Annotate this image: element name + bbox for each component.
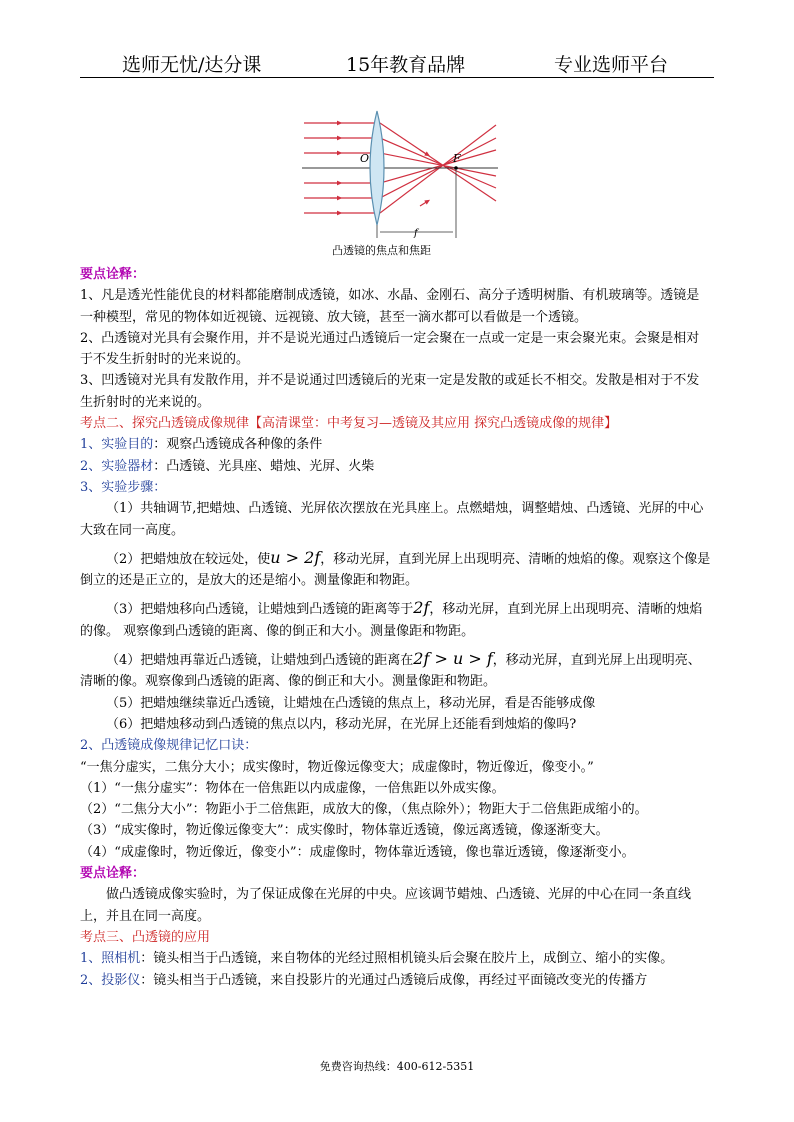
mnemonic-3: （3）“成实像时，物近像远像变大”：成实像时，物体靠近透镜，像远离透镜，像逐渐变大。 [80, 823, 609, 839]
step-1: （1）共轴调节,把蜡烛、凸透镜、光屏依次摆放在光具座上。点燃蜡烛，调整蜡烛、凸透镜、光屏的中心大致在同一高度。 [80, 501, 704, 538]
section-2-heading [80, 413, 712, 434]
experiment-equipment: 2、实验器材：凸透镜、光具座、蜡烛、光屏、火柴 [80, 458, 375, 474]
label-o: O [360, 152, 370, 165]
convex-lens-diagram [300, 108, 500, 258]
section-3-title: 考点三、凸透镜的应用 [80, 929, 211, 945]
mnemonic-quote: “一焦分虚实，二焦分大小；成实像时，物近像远像变大；成虚像时，物近像近，像变小。” [80, 759, 594, 775]
section-2-link[interactable]: 【高清课堂：中考复习—透镜及其应用 探究凸透镜成像的规律】 [249, 416, 618, 432]
key-note-3: 3、凹透镜对光具有发散作用，并不是说通过凹透镜后的光束一定是发散的或延长不相交。发散是相对于不发生折射时的光来说的。 [80, 373, 700, 410]
mnemonic-4: （4）“成虚像时，物近像近，像变小”：成虚像时，物体靠近透镜，像也靠近透镜，像逐渐变小。 [80, 844, 635, 860]
key-note-1: 1、凡是透光性能优良的材料都能磨制成透镜，如冰、水晶、金刚石、高分子透明树脂、有机玻璃等。透镜是一种模型，常见的物体如近视镜、远视镜、放大镜，甚至一滴水都可以看做是一个透镜。 [80, 288, 700, 325]
mnemonic-1: （1）“一焦分虚实”：物体在一倍焦距以内成虚像，一倍焦距以外成实像。 [80, 780, 505, 796]
footer-hotline: 免费咨询热线：400-612-5351 [319, 1060, 475, 1073]
step-4: （4）把蜡烛再靠近凸透镜，让蜡烛到凸透镜的距离在2f > u > f，移动光屏，直到光屏上出现明亮、清晰的像。观察像到凸透镜的距离、像的倒正和大小。测量像距和物距。 [80, 649, 701, 690]
application-camera: 1、照相机：镜头相当于凸透镜，来自物体的光经过照相机镜头后会聚在胶片上，成倒立、缩小的实像。 [80, 951, 674, 967]
header-brand: 选师无忧/达分课 [122, 54, 262, 76]
experiment-purpose: 1、实验目的：观察凸透镜成各种像的条件 [80, 437, 323, 453]
mnemonic-2: （2）“二焦分大小”：物距小于二倍焦距，成放大的像，（焦点除外）；物距大于二倍焦距成缩小的。 [80, 802, 648, 818]
label-f: f [414, 228, 418, 239]
step-3-formula: 2f [413, 598, 430, 618]
key-note-2: 2、凸透镜对光具有会聚作用，并不是说光通过凸透镜后一定会聚在一点或一定是一束会聚光束。会聚是相对于不发生折射时的光来说的。 [80, 330, 700, 368]
step-5: （5）把蜡烛继续靠近凸透镜，让蜡烛在凸透镜的焦点上，移动光屏，看是否能够成像 [106, 695, 596, 711]
label-focus: F [453, 152, 461, 165]
figure-caption: 凸透镜的焦点和焦距 [332, 244, 431, 257]
page-header [80, 46, 714, 78]
header-platform: 专业选师平台 [554, 54, 669, 76]
step-4-formula: 2f > u > f [413, 649, 493, 669]
key-note-2-text: 做凸透镜成像实验时，为了保证成像在光屏的中央。应该调节蜡烛、凸透镜、光屏的中心在同一条直线上，并且在同一高度。 [80, 887, 692, 924]
experiment-steps-title: 3、实验步骤： [80, 479, 167, 495]
header-slogan: 15年教育品牌 [346, 54, 466, 76]
mnemonic-title: 2、凸透镜成像规律记忆口诀： [80, 738, 258, 754]
application-projector: 2、投影仪：镜头相当于凸透镜，来自投影片的光通过凸透镜后成像，再经过平面镜改变光的传播方 [80, 972, 648, 988]
step-2-formula: u > 2f [270, 547, 321, 567]
key-notes-title: 要点诠释： [80, 267, 146, 282]
section-2-title: 考点二、探究凸透镜成像规律 [80, 416, 250, 432]
step-2: （2）把蜡烛放在较远处，使u > 2f，移动光屏，直到光屏上出现明亮、清晰的烛焰的像。观察这个像是倒立的还是正立的，是放大的还是缩小。测量像距和物距。 [80, 547, 711, 589]
step-6: （6）把蜡烛移动到凸透镜的焦点以内，移动光屏，在光屏上还能看到烛焰的像吗? [106, 716, 577, 732]
step-3: （3）把蜡烛移向凸透镜，让蜡烛到凸透镜的距离等于2f，移动光屏，直到光屏上出现明亮、清晰的烛焰的像。 观察像到凸透镜的距离、像的倒正和大小。测量像距和物距。 [80, 598, 703, 639]
key-notes-2-title: 要点诠释： [80, 866, 146, 882]
document-body [80, 264, 712, 991]
